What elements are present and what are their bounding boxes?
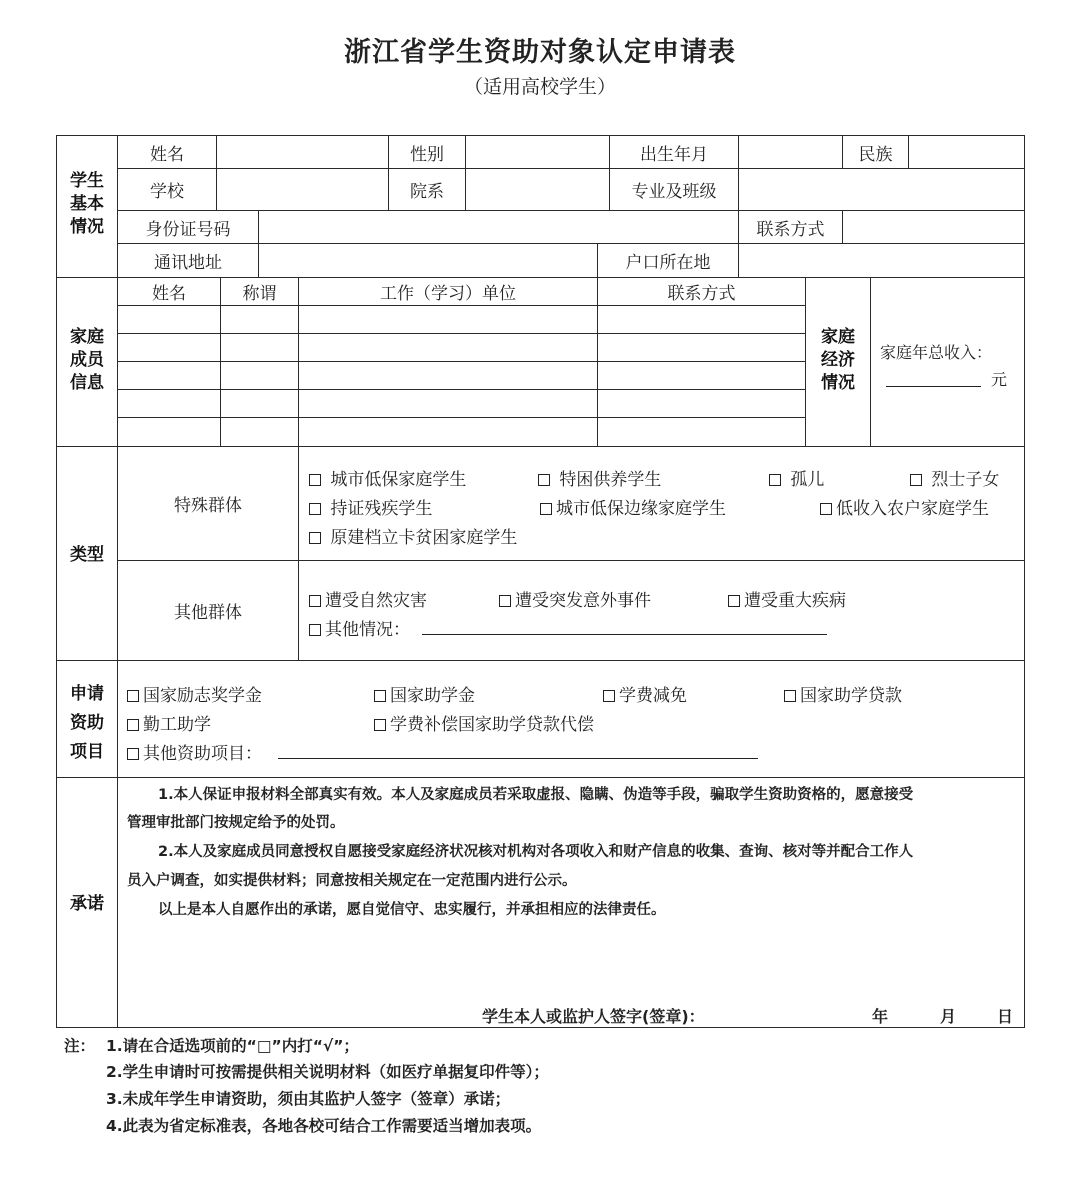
checkbox-icon[interactable] (309, 624, 321, 636)
option-disabled[interactable]: 持证残疾学生 (309, 494, 432, 519)
aid-option-national-inspirational-scholarship[interactable]: 国家励志奖学金 (127, 681, 262, 706)
family-row-3-relation[interactable] (220, 361, 299, 390)
birth-field[interactable] (738, 135, 843, 169)
contact-label: 联系方式 (738, 210, 843, 244)
family-row-5-relation[interactable] (220, 417, 299, 447)
family-col-workplace: 工作（学习）单位 (298, 277, 598, 306)
date-day-label: 日 (997, 1007, 1014, 1026)
family-row-5-name[interactable] (117, 417, 221, 447)
note-item-2: 2.学生申请时可按需提供相关说明材料（如医疗单据复印件等）； (106, 1063, 549, 1081)
special-group-label: 特殊群体 (117, 446, 299, 561)
checkbox-icon[interactable] (309, 595, 321, 607)
economy-section-label: 家庭 经济 情况 (821, 327, 855, 393)
pledge-line-4: 员入户调查，如实提供材料；同意按相关规定在一定范围内进行公示。 (127, 873, 577, 889)
family-row-1-name[interactable] (117, 305, 221, 334)
signature-field[interactable] (745, 1000, 865, 1024)
address-field[interactable] (258, 243, 598, 278)
checkbox-icon[interactable] (538, 474, 550, 486)
family-col-relation: 称谓 (220, 277, 299, 306)
income-input-line[interactable] (886, 386, 981, 387)
id-number-label: 身份证号码 (117, 210, 259, 244)
option-low-income-rural[interactable]: 低收入农户家庭学生 (820, 494, 989, 519)
pledge-section-label: 承诺 (70, 894, 104, 914)
option-martyr-child[interactable]: 烈士子女 (910, 465, 999, 490)
name-label: 姓名 (117, 135, 217, 169)
aid-option-tuition-compensation-loan[interactable]: 学费补偿国家助学贷款代偿 (374, 710, 594, 735)
checkbox-icon[interactable] (603, 690, 615, 702)
family-row-3-contact[interactable] (597, 361, 806, 390)
pledge-line-3: 2.本人及家庭成员同意授权自愿接受家庭经济状况核对机构对各项收入和财产信息的收集、查询、核对等并配合工作人 (158, 844, 914, 860)
pledge-line-2: 管理审批部门按规定给予的处罚。 (127, 815, 345, 831)
option-tekun[interactable]: 特困供养学生 (538, 465, 661, 490)
category-section-label: 类型 (70, 545, 104, 565)
checkbox-icon[interactable] (499, 595, 511, 607)
family-row-1-contact[interactable] (597, 305, 806, 334)
option-natural-disaster[interactable]: 遭受自然灾害 (309, 586, 427, 611)
aid-option-work-study[interactable]: 勤工助学 (127, 710, 211, 735)
aid-option-national-student-loan[interactable]: 国家助学贷款 (784, 681, 902, 706)
major-class-label: 专业及班级 (609, 168, 739, 211)
checkbox-icon[interactable] (309, 503, 321, 515)
gender-label: 性别 (388, 135, 466, 169)
checkbox-icon[interactable] (127, 748, 139, 760)
school-label: 学校 (117, 168, 217, 211)
id-number-field[interactable] (258, 210, 739, 244)
pledge-line-5: 以上是本人自愿作出的承诺，愿自觉信守、忠实履行，并承担相应的法律责任。 (158, 902, 666, 918)
checkbox-icon[interactable] (540, 503, 552, 515)
income-unit: 元 (991, 370, 1008, 389)
address-label: 通讯地址 (117, 243, 259, 278)
checkbox-icon[interactable] (127, 719, 139, 731)
family-row-4-contact[interactable] (597, 389, 806, 418)
date-month-label: 月 (940, 1007, 957, 1026)
department-field[interactable] (465, 168, 610, 211)
contact-field[interactable] (842, 210, 1025, 244)
name-field[interactable] (216, 135, 389, 169)
ethnicity-label: 民族 (842, 135, 909, 169)
option-former-poverty-file[interactable]: 原建档立卡贫困家庭学生 (309, 523, 517, 548)
family-col-contact: 联系方式 (597, 277, 806, 306)
note-item-1: 1.请在合适选项前的“□”内打“√”； (106, 1037, 359, 1055)
note-item-3: 3.未成年学生申请资助，须由其监护人签字（签章）承诺； (106, 1090, 511, 1108)
family-row-2-relation[interactable] (220, 333, 299, 362)
option-other-situation[interactable]: 其他情况： (309, 615, 410, 640)
option-major-illness[interactable]: 遭受重大疾病 (728, 586, 846, 611)
checkbox-icon[interactable] (309, 474, 321, 486)
student-info-section-label: 学生 基本 情况 (70, 171, 104, 237)
family-row-2-name[interactable] (117, 333, 221, 362)
family-col-name: 姓名 (117, 277, 221, 306)
family-row-3-workplace[interactable] (298, 361, 598, 390)
checkbox-icon[interactable] (374, 690, 386, 702)
family-row-5-workplace[interactable] (298, 417, 598, 447)
hukou-field[interactable] (738, 243, 1025, 278)
other-group-label: 其他群体 (117, 560, 299, 661)
checkbox-icon[interactable] (820, 503, 832, 515)
checkbox-icon[interactable] (127, 690, 139, 702)
family-row-1-workplace[interactable] (298, 305, 598, 334)
option-urban-dibao-edge[interactable]: 城市低保边缘家庭学生 (540, 494, 726, 519)
family-row-4-name[interactable] (117, 389, 221, 418)
aid-option-other[interactable]: 其他资助项目： (127, 739, 262, 764)
income-label: 家庭年总收入： (880, 343, 993, 362)
gender-field[interactable] (465, 135, 610, 169)
date-year-label: 年 (872, 1007, 889, 1026)
ethnicity-field[interactable] (908, 135, 1025, 169)
hukou-label: 户口所在地 (597, 243, 739, 278)
option-sudden-accident[interactable]: 遭受突发意外事件 (499, 586, 651, 611)
checkbox-icon[interactable] (769, 474, 781, 486)
family-row-2-workplace[interactable] (298, 333, 598, 362)
family-row-4-workplace[interactable] (298, 389, 598, 418)
form-title: 浙江省学生资助对象认定申请表 (344, 37, 736, 68)
signature-label: 学生本人或监护人签字(签章)： (482, 1007, 705, 1026)
checkbox-icon[interactable] (309, 532, 321, 544)
family-row-5-contact[interactable] (597, 417, 806, 447)
checkbox-icon[interactable] (784, 690, 796, 702)
form-subtitle: （适用高校学生） (463, 76, 616, 98)
note-item-4: 4.此表为省定标准表，各地各校可结合工作需要适当增加表项。 (106, 1117, 542, 1135)
family-row-4-relation[interactable] (220, 389, 299, 418)
checkbox-icon[interactable] (374, 719, 386, 731)
aid-option-tuition-waiver[interactable]: 学费减免 (603, 681, 687, 706)
family-section-label: 家庭 成员 信息 (70, 327, 104, 393)
checkbox-icon[interactable] (910, 474, 922, 486)
department-label: 院系 (388, 168, 466, 211)
major-class-field[interactable] (738, 168, 1025, 211)
pledge-line-1: 1.本人保证申报材料全部真实有效。本人及家庭成员若采取虚报、隐瞒、伪造等手段，骗取学生资助资格的，愿意接受 (158, 787, 914, 803)
notes-prefix: 注： (64, 1037, 96, 1055)
other-situation-input-line[interactable] (422, 634, 827, 635)
checkbox-icon[interactable] (728, 595, 740, 607)
aid-option-national-grant[interactable]: 国家助学金 (374, 681, 475, 706)
option-urban-dibao[interactable]: 城市低保家庭学生 (309, 465, 466, 490)
family-row-1-relation[interactable] (220, 305, 299, 334)
option-orphan[interactable]: 孤儿 (769, 465, 824, 490)
aid-section-label: 申请 资助 项目 (70, 684, 104, 762)
school-field[interactable] (216, 168, 389, 211)
family-row-2-contact[interactable] (597, 333, 806, 362)
family-row-3-name[interactable] (117, 361, 221, 390)
aid-other-input-line[interactable] (278, 758, 758, 759)
birth-label: 出生年月 (609, 135, 739, 169)
